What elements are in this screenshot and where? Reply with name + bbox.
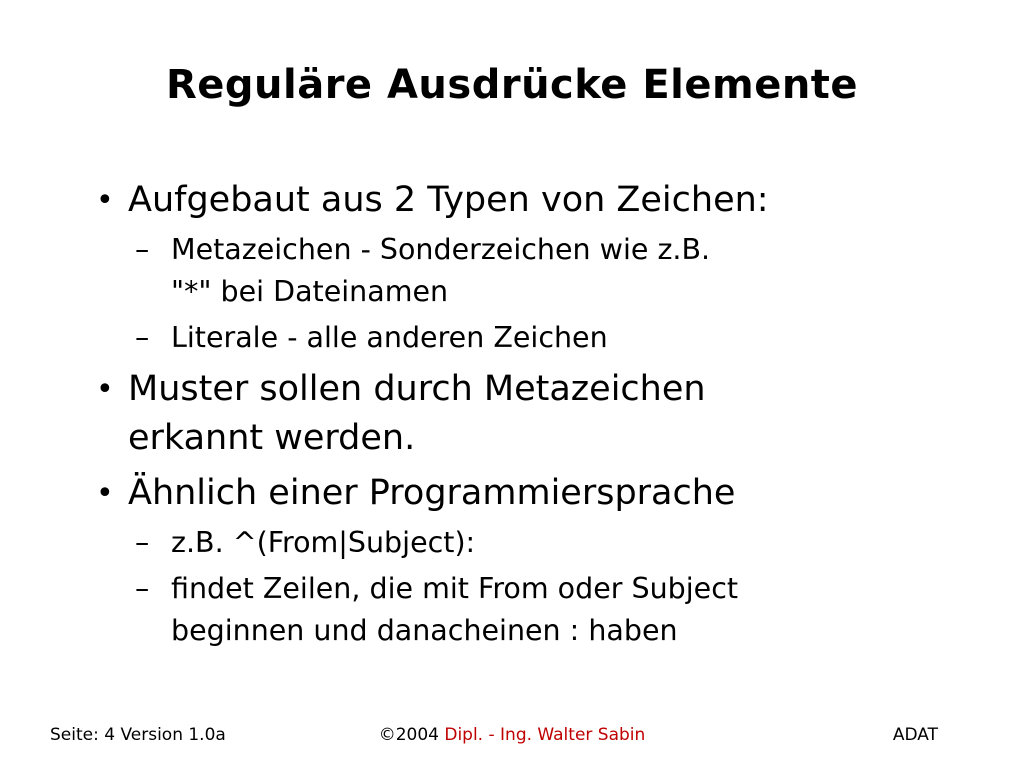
footer-page-info: Seite: 4 Version 1.0a xyxy=(50,725,226,745)
footer-course: ADAT xyxy=(892,725,938,745)
dash-marker: – xyxy=(135,321,150,354)
footer-author: Dipl. - Ing. Walter Sabin xyxy=(444,725,646,745)
bullet-marker: • xyxy=(96,372,114,407)
sub-bullet-line: Literale - alle anderen Zeichen xyxy=(171,321,608,354)
bullet-marker: • xyxy=(96,183,114,218)
slide-footer xyxy=(0,722,1024,748)
sub-bullet-line: beginnen und danacheinen : haben xyxy=(171,614,678,647)
dash-marker: – xyxy=(135,572,150,605)
bullet-line: erkannt werden. xyxy=(128,418,416,458)
footer-copyright: ©2004 xyxy=(378,725,439,745)
bullet-text: Ähnlich einer Programmiersprache xyxy=(128,473,736,513)
dash-marker: – xyxy=(135,233,150,266)
sub-bullet-item xyxy=(92,229,972,313)
sub-bullet-line: "*" bei Dateinamen xyxy=(171,275,449,308)
dash-marker: – xyxy=(135,526,150,559)
slide-title: Reguläre Ausdrücke Elemente xyxy=(165,62,859,108)
bullet-item xyxy=(92,176,972,225)
sub-bullet-item xyxy=(92,317,972,359)
bullet-line: Muster sollen durch Metazeichen xyxy=(128,369,706,409)
bullet-item xyxy=(92,469,972,518)
footer-credit xyxy=(0,722,1024,748)
sub-bullet-item xyxy=(92,522,972,564)
sub-bullet-line: findet Zeilen, die mit From oder Subject xyxy=(171,572,739,605)
slide-content xyxy=(92,176,972,652)
bullet-text: Aufgebaut aus 2 Typen von Zeichen: xyxy=(128,180,769,220)
bullet-item xyxy=(92,365,972,463)
sub-bullet-line: z.B. ^(From|Subject): xyxy=(171,526,476,559)
sub-bullet-line: Metazeichen - Sonderzeichen wie z.B. xyxy=(171,233,711,266)
sub-bullet-item xyxy=(92,568,972,652)
bullet-marker: • xyxy=(96,476,114,511)
